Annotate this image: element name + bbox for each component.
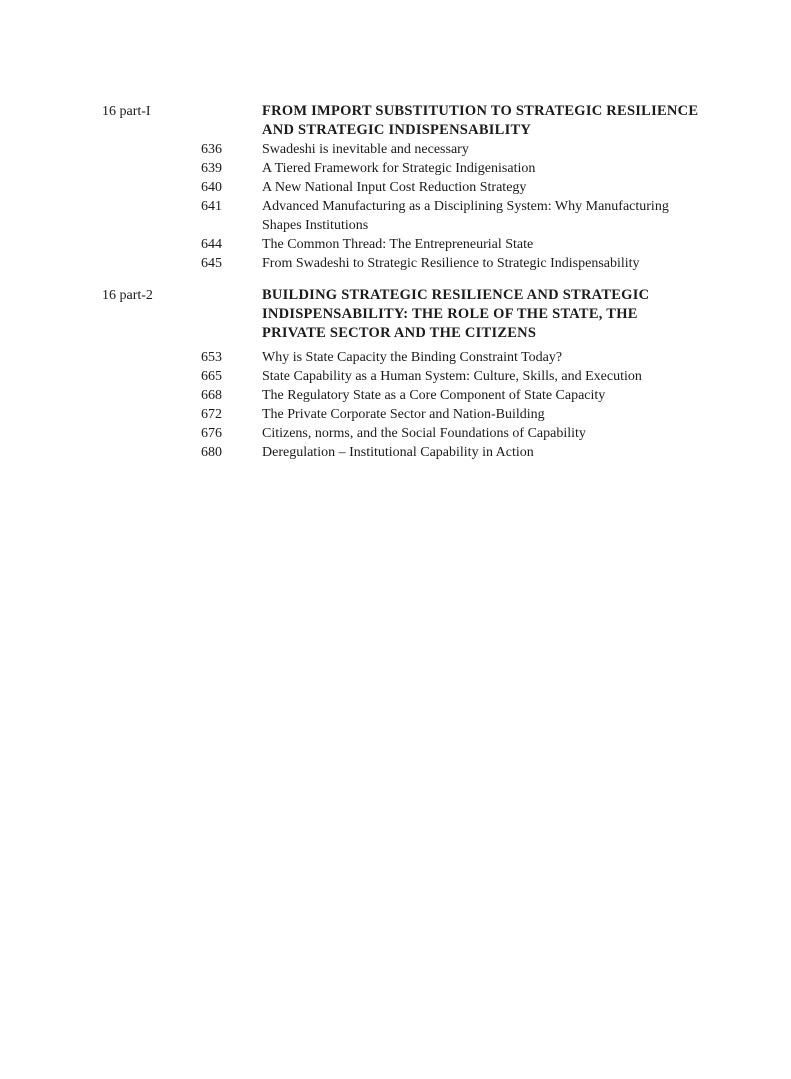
entry-page-number: 668: [201, 388, 222, 403]
entry-title: Citizens, norms, and the Social Foundations of Capability: [262, 426, 586, 441]
section-heading-line: BUILDING STRATEGIC RESILIENCE AND STRATEGIC: [262, 287, 650, 303]
toc-entry-row: [0, 367, 791, 386]
section-heading-line: AND STRATEGIC INDISPENSABILITY: [262, 122, 532, 138]
entry-title: Deregulation – Institutional Capability in Action: [262, 445, 534, 460]
section-heading-line: FROM IMPORT SUBSTITUTION TO STRATEGIC RESILIENCE: [262, 103, 699, 119]
entry-title: A Tiered Framework for Strategic Indigenisation: [262, 161, 536, 176]
part-label: 16 part-2: [102, 288, 153, 303]
entry-page-number: 680: [201, 445, 222, 460]
entry-page-number: 653: [201, 350, 222, 365]
section-entries: [0, 348, 791, 462]
entry-title: State Capability as a Human System: Culture, Skills, and Execution: [262, 369, 642, 384]
entry-page-number: 636: [201, 142, 222, 157]
entry-page-number: 676: [201, 426, 222, 441]
section-entries: [0, 140, 791, 273]
toc-entry-row: [0, 197, 791, 235]
section-header-row: [0, 286, 791, 343]
toc-entry-row: [0, 254, 791, 273]
toc-entry-row: [0, 424, 791, 443]
toc-entry-row: [0, 348, 791, 367]
toc-entry-row: [0, 159, 791, 178]
entry-page-number: 639: [201, 161, 222, 176]
entry-title: From Swadeshi to Strategic Resilience to Strategic Indispensability: [262, 256, 640, 271]
entry-page-number: 672: [201, 407, 222, 422]
toc-entry-row: [0, 386, 791, 405]
entry-title: The Private Corporate Sector and Nation-Building: [262, 407, 545, 422]
toc-entry-row: [0, 140, 791, 159]
entry-page-number: 665: [201, 369, 222, 384]
entry-page-number: 644: [201, 237, 222, 252]
section-header-row: [0, 102, 791, 140]
entry-page-number: 641: [201, 199, 222, 214]
entry-title: A New National Input Cost Reduction Strategy: [262, 180, 527, 195]
section-heading-line: INDISPENSABILITY: THE ROLE OF THE STATE, THE: [262, 306, 638, 322]
section-heading: [262, 286, 700, 343]
toc-entry-row: [0, 405, 791, 424]
section-heading: [262, 102, 700, 140]
table-of-contents: [0, 102, 791, 462]
toc-entry-row: [0, 443, 791, 462]
part-label: 16 part-I: [102, 104, 151, 119]
toc-entry-row: [0, 178, 791, 197]
entry-title: Swadeshi is inevitable and necessary: [262, 142, 469, 157]
section-heading-line: PRIVATE SECTOR AND THE CITIZENS: [262, 325, 537, 341]
entry-page-number: 640: [201, 180, 222, 195]
toc-section: [0, 102, 791, 273]
entry-title: Advanced Manufacturing as a Disciplining System: Why Manufacturing Shapes Institutions: [262, 199, 669, 233]
entry-page-number: 645: [201, 256, 222, 271]
toc-entry-row: [0, 235, 791, 254]
toc-section: [0, 286, 791, 462]
entry-title: Why is State Capacity the Binding Constraint Today?: [262, 350, 563, 365]
entry-title: The Regulatory State as a Core Component of State Capacity: [262, 388, 606, 403]
entry-title: The Common Thread: The Entrepreneurial State: [262, 237, 534, 252]
